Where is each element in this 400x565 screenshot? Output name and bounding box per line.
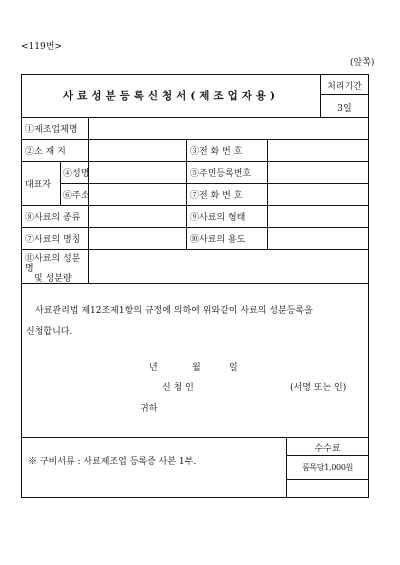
rep-name-field[interactable] — [89, 162, 186, 183]
rep-address-field[interactable] — [89, 184, 186, 205]
components-field[interactable] — [89, 250, 369, 283]
feed-use-field[interactable] — [268, 228, 369, 249]
components-label-line1: ⑪사료의 성분명 — [25, 254, 81, 274]
statement-line1: 사료관리법 제12조제1항의 규정에 의하여 위와같이 사료의 성분등록을 — [35, 306, 313, 316]
attachments-note: ※ 구비서류 : 사료제조업 등록증 사본 1부. — [28, 457, 197, 467]
fee-value: 품목당1,000원 — [301, 463, 354, 472]
applicant-label: 신 청 인 — [162, 383, 194, 393]
business-name-field[interactable] — [89, 118, 369, 139]
signature-label: (서명 또는 인) — [290, 383, 347, 393]
registration-form — [21, 74, 369, 498]
feed-use-label: ⑩사료의 용도 — [190, 235, 246, 245]
feed-name-label: ⑦사료의 명칭 — [25, 235, 81, 245]
components-label-line2: 및 성분량 — [34, 274, 72, 284]
divider — [320, 94, 369, 95]
date-year-label: 년 — [149, 363, 158, 373]
address-label: ②소 재 지 — [25, 147, 66, 157]
feed-name-field[interactable] — [89, 228, 186, 249]
divider — [22, 437, 369, 438]
components-label — [25, 254, 87, 284]
processing-period-label: 처리기간 — [327, 82, 362, 92]
divider — [60, 161, 61, 205]
feed-type-field[interactable] — [89, 206, 186, 227]
resident-number-field[interactable] — [268, 162, 369, 183]
business-name-label: ①제조업체명 — [25, 125, 78, 135]
fee-label: 수수료 — [314, 444, 341, 454]
feed-form-field[interactable] — [268, 206, 369, 227]
processing-period-value: 3일 — [337, 104, 352, 114]
rep-phone-field[interactable] — [268, 184, 369, 205]
recipient-label: 귀하 — [140, 404, 158, 414]
divider — [286, 455, 369, 456]
page-side-label: (앞쪽) — [350, 58, 375, 68]
date-month-label: 월 — [192, 363, 201, 373]
divider — [286, 479, 369, 480]
form-number: <119번> — [21, 42, 62, 52]
divider — [186, 139, 187, 249]
address-field[interactable] — [89, 140, 186, 161]
form-title: 사료성분등록신청서(제조업자용) — [63, 90, 279, 102]
feed-type-label: ⑧사료의 종류 — [25, 213, 81, 223]
rep-name-label: ④성명 — [63, 169, 90, 179]
date-day-label: 일 — [229, 363, 238, 373]
rep-address-label: ⑥주소 — [63, 191, 90, 201]
phone-field[interactable] — [268, 140, 369, 161]
feed-form-label: ⑨사료의 형태 — [190, 213, 246, 223]
rep-phone-label: ⑦전 화 번 호 — [190, 191, 243, 201]
phone-label: ③전 화 번 호 — [190, 147, 243, 157]
statement-line2: 신청합니다. — [26, 327, 73, 337]
representative-label: 대표자 — [25, 180, 52, 190]
resident-number-label: ⑤주민등록번호 — [190, 169, 252, 179]
